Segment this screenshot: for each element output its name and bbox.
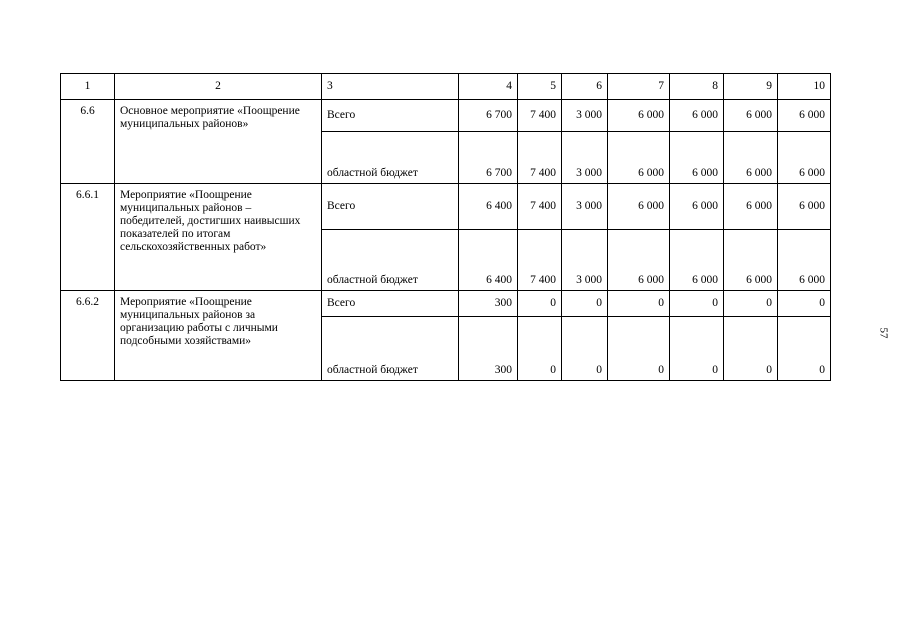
value-cell: 300 <box>459 291 518 317</box>
item-title: Основное мероприятие «Поощрение муниципальных районов» <box>115 100 322 184</box>
value-cell: 3 000 <box>562 184 608 230</box>
value-cell: 6 000 <box>778 184 831 230</box>
value-cell: 3 000 <box>562 100 608 132</box>
value-cell: 6 000 <box>778 230 831 291</box>
value-cell: 6 000 <box>670 230 724 291</box>
value-cell: 6 400 <box>459 230 518 291</box>
value-cell: 6 700 <box>459 100 518 132</box>
value-cell: 6 000 <box>724 132 778 184</box>
value-cell: 0 <box>724 317 778 381</box>
value-cell: 3 000 <box>562 132 608 184</box>
value-cell: 0 <box>562 291 608 317</box>
funding-source: областной бюджет <box>322 317 459 381</box>
header-cell: 7 <box>608 74 670 100</box>
value-cell: 7 400 <box>518 184 562 230</box>
header-cell: 4 <box>459 74 518 100</box>
value-cell: 6 000 <box>608 230 670 291</box>
budget-table <box>60 73 831 381</box>
value-cell: 7 400 <box>518 132 562 184</box>
funding-source: областной бюджет <box>322 132 459 184</box>
value-cell: 0 <box>562 317 608 381</box>
value-cell: 6 000 <box>724 100 778 132</box>
funding-source: Всего <box>322 184 459 230</box>
value-cell: 0 <box>724 291 778 317</box>
header-cell: 6 <box>562 74 608 100</box>
value-cell: 0 <box>608 291 670 317</box>
value-cell: 0 <box>608 317 670 381</box>
value-cell: 6 000 <box>670 132 724 184</box>
value-cell: 7 400 <box>518 230 562 291</box>
funding-source: областной бюджет <box>322 230 459 291</box>
value-cell: 3 000 <box>562 230 608 291</box>
value-cell: 6 000 <box>778 132 831 184</box>
value-cell: 6 400 <box>459 184 518 230</box>
item-code: 6.6 <box>61 100 115 184</box>
value-cell: 6 000 <box>778 100 831 132</box>
item-title: Мероприятие «Поощрение муниципальных районов – победителей, достигших наивысших показателей по итогам сельскохозяйственных работ» <box>115 184 322 291</box>
funding-source: Всего <box>322 291 459 317</box>
table-row <box>61 291 831 317</box>
header-cell: 1 <box>61 74 115 100</box>
item-title: Мероприятие «Поощрение муниципальных районов за организацию работы с личными подсобными хозяйствами» <box>115 291 322 381</box>
value-cell: 7 400 <box>518 100 562 132</box>
item-code: 6.6.1 <box>61 184 115 291</box>
item-code: 6.6.2 <box>61 291 115 381</box>
header-cell: 2 <box>115 74 322 100</box>
table-row <box>61 100 831 132</box>
value-cell: 0 <box>670 291 724 317</box>
header-cell: 9 <box>724 74 778 100</box>
header-cell: 8 <box>670 74 724 100</box>
value-cell: 0 <box>670 317 724 381</box>
value-cell: 0 <box>518 317 562 381</box>
header-cell: 5 <box>518 74 562 100</box>
value-cell: 6 000 <box>670 100 724 132</box>
value-cell: 300 <box>459 317 518 381</box>
funding-source: Всего <box>322 100 459 132</box>
value-cell: 6 000 <box>724 230 778 291</box>
value-cell: 6 000 <box>724 184 778 230</box>
header-cell: 3 <box>322 74 459 100</box>
header-row <box>61 74 831 100</box>
header-cell: 10 <box>778 74 831 100</box>
value-cell: 6 000 <box>670 184 724 230</box>
value-cell: 6 000 <box>608 184 670 230</box>
value-cell: 6 700 <box>459 132 518 184</box>
value-cell: 6 000 <box>608 100 670 132</box>
page-number: 57 <box>877 327 890 339</box>
value-cell: 0 <box>518 291 562 317</box>
value-cell: 0 <box>778 317 831 381</box>
value-cell: 0 <box>778 291 831 317</box>
table-row <box>61 184 831 230</box>
value-cell: 6 000 <box>608 132 670 184</box>
